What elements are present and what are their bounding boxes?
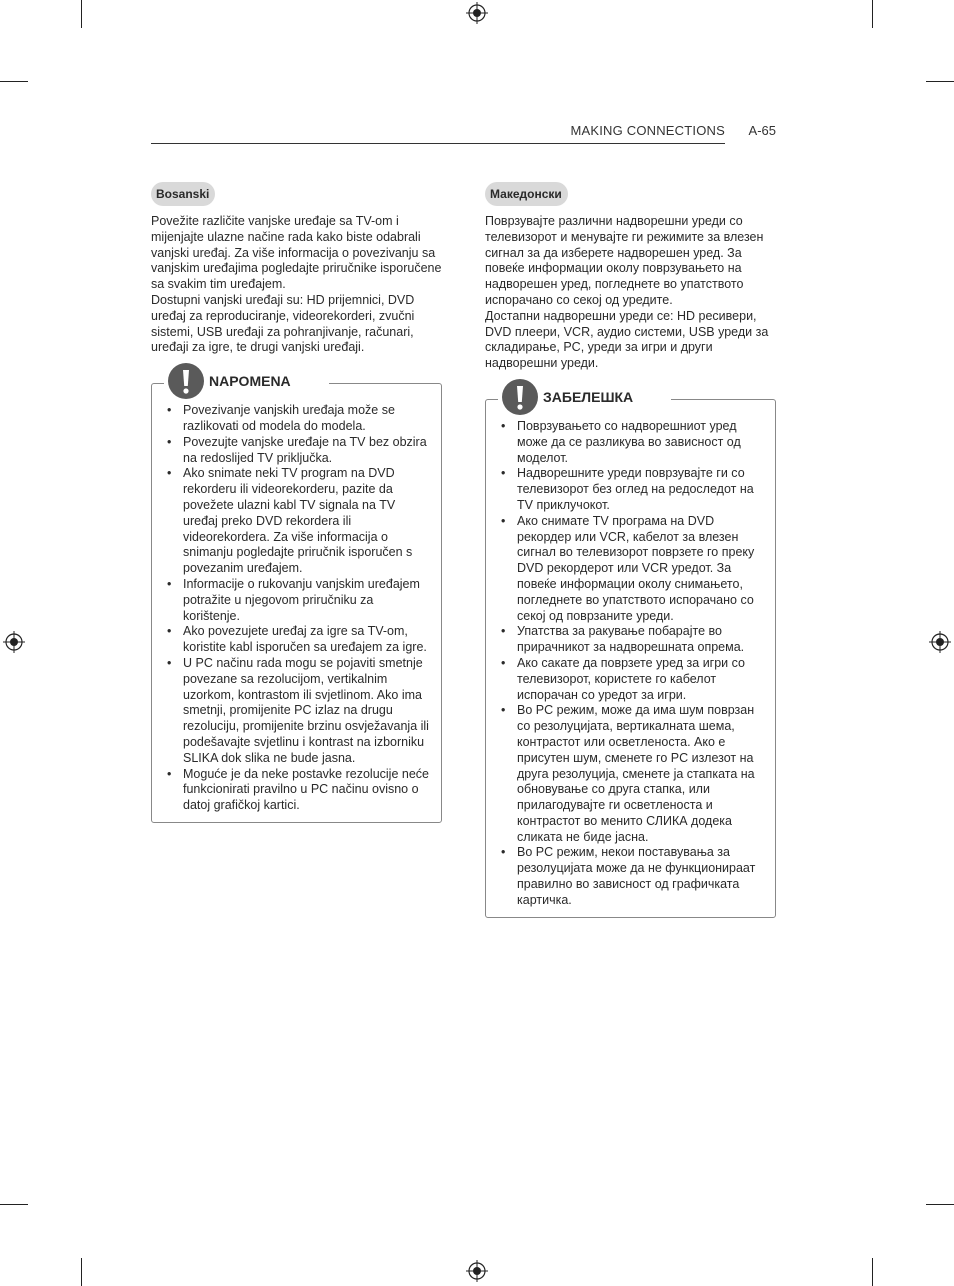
list-item: • Во PC режим, некои поставувања за резолуцијата може да не функционираат правилно во зависност од графичката картичка.	[486, 845, 775, 908]
list-item: • Informacije o rukovanju vanjskim uređajem potražite u njegovom priručniku za korištenje.	[152, 577, 441, 624]
header-rule	[151, 143, 725, 144]
page-number: A-65	[748, 123, 776, 138]
crop-mark	[872, 0, 873, 28]
list-item: • Во PC режим, може да има шум поврзан со резолуцијата, вертикалната шема, контрастот или осветленоста. Ако е присутен шум, сменете го PC излезот на друга резолуција, сменете ја стапката на обновување со друга стапка, или прилагодувајте ги осветленоста и контрастот во менито СЛИКА додека сликата не биде јасна.	[486, 703, 775, 845]
exclamation-icon	[501, 378, 539, 416]
crop-mark	[0, 81, 28, 82]
list-item: • Ako povezujete uređaj za igre sa TV-om, koristite kabl isporučen sa uređajem za igre.	[152, 624, 441, 656]
list-item: • Ako snimate neki TV program na DVD rekorderu ili videorekorderu, pazite da povežete ulazni kabl TV signala na TV uređaj preko DVD rekordera ili videorekordera. Za više informacija o snimanju pogledajte priručnik isporučen s povezanim uređajem.	[152, 466, 441, 577]
exclamation-icon	[167, 362, 205, 400]
list-item: • Надворешните уреди поврзувајте ги со телевизорот без оглед на редоследот на TV приклучокот.	[486, 466, 775, 513]
crop-mark	[926, 81, 954, 82]
note-box	[485, 388, 776, 918]
devices-paragraph: Dostupni vanjski uređaji su: HD prijemnici, DVD uređaj za reproduciranje, videorekorderi, zvučni sistemi, USB uređaji za pohranjivanje, računari, uređaji za igre, te drugi vanjski uređaji.	[151, 292, 415, 355]
list-item: • Упатства за ракување побарајте во прирачникот за надворешната опрема.	[486, 624, 775, 656]
language-badge: Bosanski	[151, 182, 215, 206]
note-header	[164, 362, 329, 400]
note-list	[152, 403, 441, 814]
column-macedonian	[485, 182, 777, 918]
list-item: • Ако снимате TV програма на DVD рекордер или VCR, кабелот за влезен сигнал во телевизорот поврзете го преку DVD рекордерот или VCR уредот. За повеќе информации околу снимањето, погледнете во упатството испорачано со секој од поврзаните уреди.	[486, 514, 775, 625]
crop-mark	[81, 1258, 82, 1286]
list-item: • Povezujte vanjske uređaje na TV bez obzira na redoslijed TV priključka.	[152, 435, 441, 467]
intro-paragraph: Povežite različite vanjske uređaje sa TV-om i mijenjajte ulazne načine rada kako biste odabrali vanjski uređaj. Za više informacija o povezivanju sa vanjskim uređajima pogledajte priručnike isporučene sa svakim tim uređajem.	[151, 214, 442, 292]
crop-mark	[0, 1204, 28, 1205]
crop-mark	[81, 0, 82, 28]
column-bosnian	[151, 182, 443, 823]
intro-paragraph: Поврзувајте различни надворешни уреди со телевизорот и менувајте ги режимите за влезен сигнал за да изберете надворешен уред. За повеќе информации околу поврзувањето на надворешен уред, погледнете во упатството испорачано со секој од уредите.	[485, 214, 764, 307]
devices-paragraph: Достапни надворешни уреди се: HD ресивери, DVD плеери, VCR, аудио системи, USB уреди за складирање, PC, уреди за игри и други надворешни уреди.	[485, 308, 769, 371]
registration-mark-icon	[929, 631, 951, 653]
registration-mark-icon	[466, 1260, 488, 1282]
language-badge: Македонски	[485, 182, 568, 206]
registration-mark-icon	[466, 2, 488, 24]
section-title: MAKING CONNECTIONS	[570, 123, 725, 138]
list-item: • U PC načinu rada mogu se pojaviti smetnje povezane sa rezolucijom, vertikalnim uzorkom, kontrastom ili svjetlinom. Ako ima smetnji, promijenite PC izlaz na drugu rezoluciju, promijenite brzinu osvježavanja ili podešavajte svjetlinu i kontrast na izborniku SLIKA dok slika ne bude jasna.	[152, 656, 441, 767]
note-list	[486, 419, 775, 909]
list-item: • Ако сакате да поврзете уред за игри со телевизорот, користете го кабелот испорачан со уредот за игри.	[486, 656, 775, 703]
crop-mark	[926, 1204, 954, 1205]
list-item: • Moguće je da neke postavke rezolucije neće funkcionirati pravilno u PC načinu ovisno o datoj grafičkoj kartici.	[152, 767, 441, 814]
list-item: • Povezivanje vanjskih uređaja može se razlikovati od modela do modela.	[152, 403, 441, 435]
list-item: • Поврзувањето со надворешниот уред може да се разликува во зависност од моделот.	[486, 419, 775, 466]
note-header	[498, 378, 671, 416]
note-box	[151, 373, 442, 823]
crop-mark	[872, 1258, 873, 1286]
registration-mark-icon	[3, 631, 25, 653]
page-header	[151, 122, 776, 144]
note-title: ЗАБЕЛЕШКА	[543, 388, 634, 405]
note-title: NAPOMENA	[209, 373, 291, 390]
